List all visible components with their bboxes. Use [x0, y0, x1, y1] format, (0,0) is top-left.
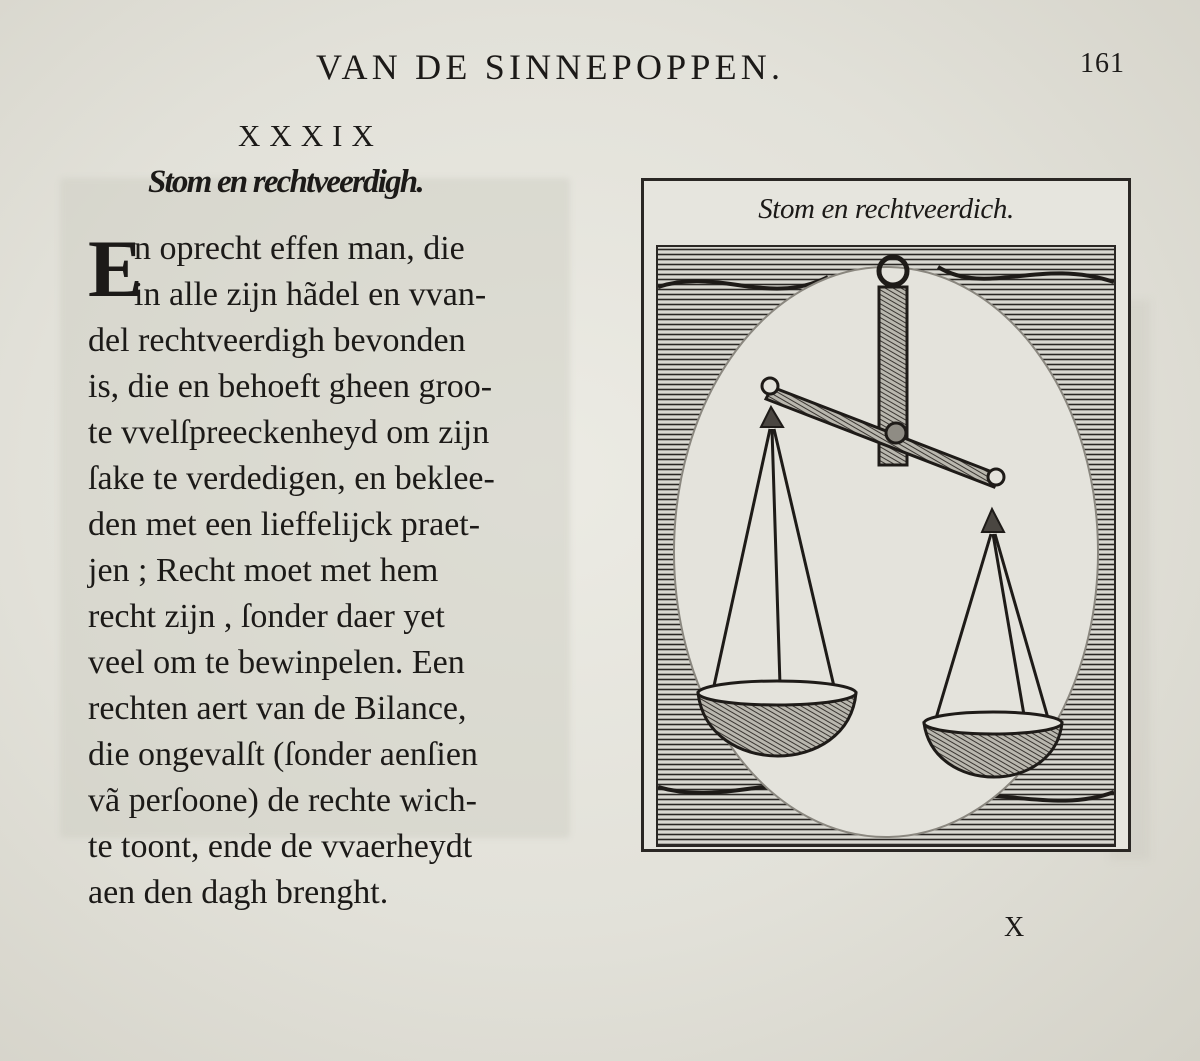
plate-title: Stom en rechtveerdich. — [758, 193, 1014, 225]
text-line-5: te vvelſpreeckenheyd om zijn — [88, 414, 490, 451]
page-number: 161 — [1080, 48, 1125, 79]
emblem-motto: Stom en rechtveerdigh. — [148, 164, 423, 200]
text-line-1 — [88, 226, 568, 272]
catchword: X — [1004, 912, 1025, 943]
text-line-15: aen den dagh brenght. — [88, 874, 389, 911]
emblem-text — [88, 223, 568, 916]
text-line-12: die ongevalſt (ſonder aenſien — [88, 736, 478, 773]
drop-cap: E — [88, 223, 143, 314]
text-line-14: te toont, ende de vvaerheydt — [88, 828, 473, 865]
text-line-6: ſake te verdedigen, en beklee- — [88, 460, 495, 497]
text-line-9: recht zijn , ſonder daer yet — [88, 598, 445, 635]
balance-scale-engraving — [656, 245, 1116, 847]
engraved-plate — [641, 178, 1131, 852]
text-line-3: del rechtveerdigh bevonden — [88, 322, 466, 359]
text-line-13: vã perſoone) de rechte wich- — [88, 782, 477, 819]
running-head: VAN DE SINNEPOPPEN. — [316, 47, 785, 87]
balance-scale-icon — [658, 247, 1114, 845]
text-line-11: rechten aert van de Bilance, — [88, 690, 467, 727]
text-line-10: veel om te bewinpelen. Een — [88, 644, 465, 681]
emblem-number: XXXIX — [238, 118, 383, 153]
text-line-8: jen ; Recht moet met hem — [88, 552, 439, 589]
text-line-7: den met een lieffelijck praet- — [88, 506, 481, 543]
text-line-1-rest: n oprecht effen man, die — [134, 230, 465, 267]
text-line-2: in alle zijn hãdel en vvan- — [134, 276, 487, 313]
text-line-4: is, die en behoeft gheen groo- — [88, 368, 493, 405]
